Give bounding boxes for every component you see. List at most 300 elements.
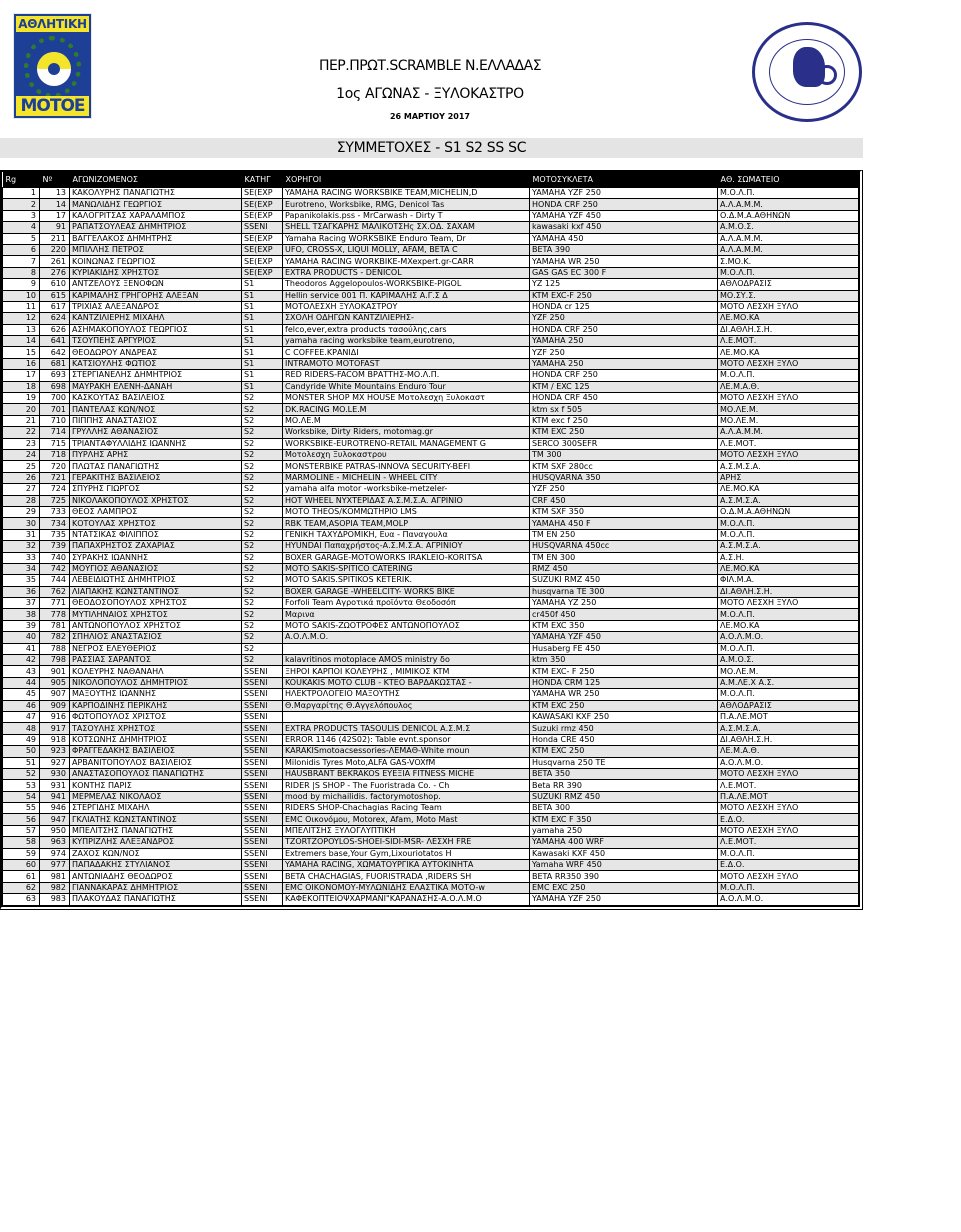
cell-club: Λ.Ε.ΜΟΤ. — [718, 780, 859, 791]
cell-sponsors: MONSTERBIKE PATRAS-INNOVA SECURITY-BEFI — [283, 461, 530, 472]
cell-rider: ΓΚΛΙΑΤΗΣ ΚΩΝΣΤΑΝΤΙΝΟΣ — [70, 814, 242, 825]
cell-number: 693 — [40, 370, 70, 381]
table-row — [3, 518, 859, 529]
cell-motorcycle: KTM SXF 350 — [530, 506, 718, 517]
cell-sponsors: BOXER GARAGE -WHEELCITY- WORKS BIKE — [283, 586, 530, 597]
cell-category: S2 — [242, 449, 283, 460]
table-row — [3, 563, 859, 574]
cell-rank: 2 — [3, 199, 40, 210]
cell-rider: ΤΡΙΑΝΤΑΦΥΛΛΙΔΗΣ ΙΩΑΝΝΗΣ — [70, 438, 242, 449]
cell-number: 626 — [40, 324, 70, 335]
cell-motorcycle: TM EN 250 — [530, 529, 718, 540]
table-row — [3, 415, 859, 426]
cell-sponsors: yamaha racing worksbike team,eurotreno, — [283, 336, 530, 347]
cell-sponsors: EXTRA PRODUCTS - DENICOL — [283, 267, 530, 278]
cell-category: SE(EXP — [242, 210, 283, 221]
cell-category: SSENI — [242, 894, 283, 905]
cell-rank: 19 — [3, 393, 40, 404]
cell-rank: 17 — [3, 370, 40, 381]
cell-rank: 3 — [3, 210, 40, 221]
cell-category: S2 — [242, 620, 283, 631]
cell-number: 963 — [40, 837, 70, 848]
cell-rank: 42 — [3, 655, 40, 666]
cell-rider: ΠΑΠΑΔΑΚΗΣ ΣΤΥΛΙΑΝΟΣ — [70, 860, 242, 871]
cell-number: 710 — [40, 415, 70, 426]
cell-club: Μ.Ο.Λ.Π. — [718, 689, 859, 700]
cell-category: SSENI — [242, 882, 283, 893]
cell-club: Μ.Ο.Λ.Π. — [718, 529, 859, 540]
moto-club-xylokastro-logo — [752, 22, 862, 122]
logo-top-text: ΑΘΛΗΤΙΚΗ — [16, 16, 89, 32]
cell-motorcycle: KTM EXC 250 — [530, 700, 718, 711]
cell-rider: ΑΣΗΜΑΚΟΠΟΥΛΟΣ ΓΕΩΡΓΙΟΣ — [70, 324, 242, 335]
event-date: 26 ΜΑΡΤΙΟΥ 2017 — [389, 112, 470, 121]
cell-motorcycle: BETA RR350 390 — [530, 871, 718, 882]
cell-club: Μ.Ο.Λ.Π. — [718, 188, 859, 199]
cell-motorcycle: TM 300 — [530, 449, 718, 460]
cell-rank: 13 — [3, 324, 40, 335]
cell-club: ΜΟΤΟ ΛΕΣΧΗ ΞΥΛΟ — [718, 449, 859, 460]
cell-category: S2 — [242, 472, 283, 483]
cell-rank: 27 — [3, 484, 40, 495]
cell-club: ΜΟΤΟ ΛΕΣΧΗ ΞΥΛΟ — [718, 358, 859, 369]
cell-motorcycle: HONDA CRF 250 — [530, 324, 718, 335]
cell-rank: 37 — [3, 598, 40, 609]
cell-sponsors: TZORTZOPOYLOS-SHOEI-SIDI-MSR- ΛΕΣΧΗ FRE — [283, 837, 530, 848]
table-row — [3, 358, 859, 369]
cell-rider: ΑΝΤΖΕΛΟΥΣ ΞΕΝΟΦΩΝ — [70, 279, 242, 290]
cell-rider: ΚΥΡΙΑΚΙΔΗΣ ΧΡΗΣΤΟΣ — [70, 267, 242, 278]
cell-category: S2 — [242, 495, 283, 506]
cell-club: Α.Λ.Α.Μ.Μ. — [718, 427, 859, 438]
cell-motorcycle: CRF 450 — [530, 495, 718, 506]
table-header-row — [3, 172, 859, 188]
cell-number: 771 — [40, 598, 70, 609]
cell-number: 947 — [40, 814, 70, 825]
cell-motorcycle: Yamaha WRF 450 — [530, 860, 718, 871]
cell-sponsors: DK.RACING MO.LE.M — [283, 404, 530, 415]
cell-motorcycle: YZF 250 — [530, 313, 718, 324]
cell-number: 17 — [40, 210, 70, 221]
cell-motorcycle: BETA 300 — [530, 803, 718, 814]
table-row — [3, 267, 859, 278]
cell-sponsors: KARAKISmotoacsessories-ΛΕΜΑΘ-White moun — [283, 746, 530, 757]
table-row — [3, 370, 859, 381]
cell-rank: 23 — [3, 438, 40, 449]
cell-club: ΜΟΤΟ ΛΕΣΧΗ ΞΥΛΟ — [718, 803, 859, 814]
cell-rank: 58 — [3, 837, 40, 848]
cell-motorcycle: SERCO 300SEFR — [530, 438, 718, 449]
entries-table — [0, 170, 863, 910]
cell-rank: 30 — [3, 518, 40, 529]
cell-rider: ΦΩΤΟΠΟΥΛΟΣ ΧΡΙΣΤΟΣ — [70, 711, 242, 722]
cell-sponsors: MARMOLINE - MICHELIN - WHEEL CITY — [283, 472, 530, 483]
cell-sponsors: EXTRA PRODUCTS TASOULIS DENICOL Α.Σ.Μ.Σ — [283, 723, 530, 734]
cell-rank: 25 — [3, 461, 40, 472]
cell-rank: 4 — [3, 222, 40, 233]
cell-rider: ΘΕΟΣ ΛΑΜΠΡΟΣ — [70, 506, 242, 517]
cell-sponsors: UFO, CROSS-X, LIQUI MOLLY, AFAM, BETA C — [283, 244, 530, 255]
cell-rank: 38 — [3, 609, 40, 620]
cell-sponsors: Forfoli Team Αγροτικά προϊόντα Θεοδοσόπ — [283, 598, 530, 609]
cell-rider: ΚΟΝΤΗΣ ΠΑΡΙΣ — [70, 780, 242, 791]
cell-category: SSENI — [242, 848, 283, 859]
cell-club: Π.Α.ΛΕ.ΜΟΤ — [718, 711, 859, 722]
cell-rank: 43 — [3, 666, 40, 677]
cell-rank: 8 — [3, 267, 40, 278]
cell-number: 14 — [40, 199, 70, 210]
cell-sponsors: Papanikolakis.pss - MrCarwash - Dirty T — [283, 210, 530, 221]
table-row — [3, 894, 859, 905]
cell-rider: ΡΑΠΑΤΣΟΥΛΕΑΣ ΔΗΜΗΤΡΙΟΣ — [70, 222, 242, 233]
cell-rank: 12 — [3, 313, 40, 324]
table-body — [3, 188, 859, 906]
cell-number: 642 — [40, 347, 70, 358]
cell-club: ΦΙΛ.Μ.Α. — [718, 575, 859, 586]
col-header-category: ΚΑΤΗΓ — [244, 175, 271, 184]
cell-rank: 36 — [3, 586, 40, 597]
cell-rank: 48 — [3, 723, 40, 734]
cell-motorcycle: YAMAHA 250 — [530, 336, 718, 347]
table-row — [3, 449, 859, 460]
cell-rider: ΓΡΥΛΛΗΣ ΑΘΑΝΑΣΙΟΣ — [70, 427, 242, 438]
recycle-arrow-icon — [37, 52, 71, 86]
cell-sponsors: Yamaha Racing WORKSBIKE Enduro Team, Dr — [283, 233, 530, 244]
cell-category: SSENI — [242, 734, 283, 745]
section-title: ΣΥΜΜΕΤΟΧΕΣ - S1 S2 SS SC — [0, 138, 863, 158]
cell-motorcycle: KAWASAKI KXF 250 — [530, 711, 718, 722]
cell-motorcycle: YAMAHA 400 WRF — [530, 837, 718, 848]
cell-rider: ΓΙΑΝΝΑΚΑΡΑΣ ΔΗΜΗΤΡΙΟΣ — [70, 882, 242, 893]
cell-motorcycle: kawasaki kxf 450 — [530, 222, 718, 233]
cell-rank: 41 — [3, 643, 40, 654]
table-row — [3, 711, 859, 722]
cell-club: Μ.Ο.Λ.Π. — [718, 882, 859, 893]
cell-rider: ΚΑΤΣΙΟΥΛΗΣ ΦΩΤΙΟΣ — [70, 358, 242, 369]
cell-sponsors: ΓΕΝΙΚΗ ΤΑΧΥΔΡΟΜΙΚΗ, Ευα - Παναγουλα — [283, 529, 530, 540]
cell-rank: 51 — [3, 757, 40, 768]
cell-motorcycle: TM EN 300 — [530, 552, 718, 563]
cell-rank: 10 — [3, 290, 40, 301]
cell-number: 950 — [40, 825, 70, 836]
cell-number: 91 — [40, 222, 70, 233]
cell-rank: 28 — [3, 495, 40, 506]
cell-motorcycle: YZF 250 — [530, 347, 718, 358]
col-header-motorcycle: ΜΟΤΟΣΥΚΛΕΤΑ — [532, 175, 593, 184]
col-header-sponsors: ΧΟΡΗΓΟΙ — [285, 175, 322, 184]
cell-category: S1 — [242, 279, 283, 290]
cell-club: ΑΡΗΣ — [718, 472, 859, 483]
cell-rider: ΑΝΑΣΤΑΣΟΠΟΥΛΟΣ ΠΑΝΑΓΙΩΤΗΣ — [70, 768, 242, 779]
cell-sponsors: MOTO SAKIS-ΖΩΟΤΡΟΦΕΣ ΑΝΤΩΝΟΠΟΥΛΟΣ — [283, 620, 530, 631]
cell-category: S2 — [242, 438, 283, 449]
cell-sponsors: Μαρινα — [283, 609, 530, 620]
cell-number: 700 — [40, 393, 70, 404]
cell-rider: ΚΑΡΙΜΑΛΗΣ ΓΡΗΓΟΡΗΣ ΑΛΕΞΑΝ — [70, 290, 242, 301]
cell-category: SSENI — [242, 837, 283, 848]
cell-rider: ΠΑΝΤΕΛΑΣ ΚΩΝ/ΝΟΣ — [70, 404, 242, 415]
cell-rider: ΜΠΙΛΛΗΣ ΠΕΤΡΟΣ — [70, 244, 242, 255]
cell-sponsors: ΜΠΕΛΙΤΣΗΣ ΞΥΛΟΓΛΥΠΤΙΚΗ — [283, 825, 530, 836]
cell-number: 982 — [40, 882, 70, 893]
cell-category: S2 — [242, 655, 283, 666]
cell-rider: ΘΕΟΔΩΡΟΥ ΑΝΔΡΕΑΣ — [70, 347, 242, 358]
cell-rank: 20 — [3, 404, 40, 415]
cell-motorcycle: ktm 350 — [530, 655, 718, 666]
table-row — [3, 461, 859, 472]
cell-sponsors: Μοτολεσχη Ξυλοκαστρου — [283, 449, 530, 460]
cell-sponsors: SHELL ΤΣΑΓΚΑΡΗΣ ΜΑΛΙΚΟΤΣΗς ΣΧ.ΟΔ. ΣΑΧΑΜ — [283, 222, 530, 233]
cell-category: S1 — [242, 347, 283, 358]
cell-club: ΑΘΛΟΔΡΑΣΙΣ — [718, 279, 859, 290]
cell-rider: ΑΡΒΑΝΙΤΟΠΟΥΛΟΣ ΒΑΣΙΛΕΙΟΣ — [70, 757, 242, 768]
cell-number: 725 — [40, 495, 70, 506]
cell-motorcycle: KTM EXC 250 — [530, 746, 718, 757]
cell-number: 211 — [40, 233, 70, 244]
cell-club: Λ.Ε.ΜΟΤ. — [718, 336, 859, 347]
table-row — [3, 689, 859, 700]
cell-number: 909 — [40, 700, 70, 711]
cell-motorcycle: YAMAHA YZF 450 — [530, 210, 718, 221]
table-row — [3, 541, 859, 552]
cell-category: SSENI — [242, 825, 283, 836]
cell-club: Λ.Ε.ΜΟΤ. — [718, 438, 859, 449]
cell-number: 983 — [40, 894, 70, 905]
cell-category: S2 — [242, 461, 283, 472]
cell-number: 931 — [40, 780, 70, 791]
table-row — [3, 210, 859, 221]
table-row — [3, 427, 859, 438]
cell-category: SE(EXP — [242, 256, 283, 267]
cell-club: ΔΙ.ΑΘΛΗ.Σ.Η. — [718, 734, 859, 745]
cell-rider: ΜΟΥΓΙΟΣ ΑΘΑΝΑΣΙΟΣ — [70, 563, 242, 574]
cell-number: 718 — [40, 449, 70, 460]
cell-category: S1 — [242, 290, 283, 301]
cell-number: 735 — [40, 529, 70, 540]
cell-category: S2 — [242, 518, 283, 529]
cell-category: SSENI — [242, 746, 283, 757]
cell-rider: ΓΕΡΑΚΙΤΗΣ ΒΑΣΙΛΕΙΟΣ — [70, 472, 242, 483]
cell-sponsors: felco,ever,extra products τασούλης,cars — [283, 324, 530, 335]
cell-motorcycle: EMC EXC 250 — [530, 882, 718, 893]
cell-category: SSENI — [242, 757, 283, 768]
cell-rider: ΝΙΚΟΛΟΠΟΥΛΟΣ ΔΗΜΗΤΡΙΟΣ — [70, 677, 242, 688]
cell-motorcycle: KTM EXC- F 250 — [530, 666, 718, 677]
cell-rank: 33 — [3, 552, 40, 563]
cell-rider: ΠΛΑΚΟΥΔΑΣ ΠΑΝΑΓΙΩΤΗΣ — [70, 894, 242, 905]
cell-sponsors: MOTO THEOS/ΚΟΜΜΩΤΗΡΙΟ LMS — [283, 506, 530, 517]
cell-number: 701 — [40, 404, 70, 415]
cell-sponsors: EMC Οικονόμου, Motorex, Afam, Moto Mast — [283, 814, 530, 825]
cell-rider: ΑΝΤΩΝΟΠΟΥΛΟΣ ΧΡΗΣΤΟΣ — [70, 620, 242, 631]
cell-club: ΛΕ.ΜΟ.ΚΑ — [718, 484, 859, 495]
cell-number: 918 — [40, 734, 70, 745]
cell-sponsors: Milonidis Tyres Moto,ALFA GAS-VOXfM — [283, 757, 530, 768]
cell-motorcycle: RMZ 450 — [530, 563, 718, 574]
cell-category: SE(EXP — [242, 244, 283, 255]
cell-rank: 53 — [3, 780, 40, 791]
table-row — [3, 666, 859, 677]
cell-rider: ΛΙΑΠΑΚΗΣ ΚΩΝΣΤΑΝΤΙΝΟΣ — [70, 586, 242, 597]
cell-sponsors: ΚΑΦΕΚΟΠΤΕΙΟΨΧΑΡΜΑΝΙ"ΚΑΡΑΝΑΣΗΣ-Α.Ο.Λ.Μ.Ο — [283, 894, 530, 905]
cell-category: SSENI — [242, 860, 283, 871]
cell-rider: ΖΑΧΟΣ ΚΩΝ/ΝΟΣ — [70, 848, 242, 859]
cell-motorcycle: YAMAHA 250 — [530, 358, 718, 369]
cell-motorcycle: YAMAHA YZ 250 — [530, 598, 718, 609]
cell-rank: 46 — [3, 700, 40, 711]
cell-club: Ε.Δ.Ο. — [718, 860, 859, 871]
cell-motorcycle: SUZUKI RMZ 450 — [530, 791, 718, 802]
cell-club: ΜΟΤΟ ΛΕΣΧΗ ΞΥΛΟ — [718, 768, 859, 779]
cell-category: S2 — [242, 586, 283, 597]
cell-rank: 14 — [3, 336, 40, 347]
cell-motorcycle: YZF 250 — [530, 484, 718, 495]
cell-club: Μ.Ο.Λ.Π. — [718, 609, 859, 620]
cell-number: 941 — [40, 791, 70, 802]
cell-club: Α.Ο.Λ.Μ.Ο. — [718, 632, 859, 643]
cell-rider: ΚΑΝΤΖΙΛΙΕΡΗΣ ΜΙΧΑΗΛ — [70, 313, 242, 324]
table-row — [3, 677, 859, 688]
cell-club: Μ.Ο.Λ.Π. — [718, 370, 859, 381]
cell-number: 715 — [40, 438, 70, 449]
table-row — [3, 347, 859, 358]
table-row — [3, 609, 859, 620]
table-row — [3, 529, 859, 540]
cell-category: SSENI — [242, 700, 283, 711]
cell-rider: ΤΣΟΥΠΕΗΣ ΑΡΓΥΡΙΟΣ — [70, 336, 242, 347]
cell-club: Π.Α.ΛΕ.ΜΟΤ — [718, 791, 859, 802]
cell-rider: ΚΥΠΡΙΖΛΗΣ ΑΛΕΞΑΝΔΡΟΣ — [70, 837, 242, 848]
cell-sponsors: mood by michailidis. factorymotoshop. — [283, 791, 530, 802]
cell-motorcycle: YAMAHA WR 250 — [530, 689, 718, 700]
cell-number: 782 — [40, 632, 70, 643]
cell-category: S2 — [242, 393, 283, 404]
cell-motorcycle: HONDA cr 125 — [530, 301, 718, 312]
cell-number: 917 — [40, 723, 70, 734]
cell-number: 739 — [40, 541, 70, 552]
cell-sponsors: YAMAHA RACING WORKSBIKE TEAM,MICHELIN,D — [283, 188, 530, 199]
cell-rider: ΣΥΡΑΚΗΣ ΙΩΑΝΝΗΣ — [70, 552, 242, 563]
cell-motorcycle: YAMAHA WR 250 — [530, 256, 718, 267]
cell-sponsors: RIDER |S SHOP - The Fuoristrada Co. - Ch — [283, 780, 530, 791]
cell-rank: 32 — [3, 541, 40, 552]
cell-category: S2 — [242, 643, 283, 654]
cell-club: ΛΕ.ΜΟ.ΚΑ — [718, 347, 859, 358]
cell-motorcycle: YZ 125 — [530, 279, 718, 290]
cell-category: SSENI — [242, 768, 283, 779]
cell-rank: 16 — [3, 358, 40, 369]
cell-rider: ΚΟΛΕΥΡΗΣ ΝΑΘΑΝΑΗΛ — [70, 666, 242, 677]
cell-rider: ΝΙΚΟΛΑΚΟΠΟΥΛΟΣ ΧΡΗΣΤΟΣ — [70, 495, 242, 506]
cell-sponsors: Eurotreno, Worksbike, RMG, Denicol Tas — [283, 199, 530, 210]
cell-motorcycle: YAMAHA 450 F — [530, 518, 718, 529]
cell-category: SSENI — [242, 780, 283, 791]
cell-rider: ΣΤΕΡΓΙΑΝΕΛΗΣ ΔΗΜΗΤΡΙΟΣ — [70, 370, 242, 381]
cell-sponsors: HOT WHEEL ΝΥΧΤΕΡΙΔΑΣ Α.Σ.Μ.Σ.Α. ΑΓΡΙΝΙΟ — [283, 495, 530, 506]
cell-rank: 47 — [3, 711, 40, 722]
cell-number: 740 — [40, 552, 70, 563]
cell-rank: 31 — [3, 529, 40, 540]
cell-rank: 60 — [3, 860, 40, 871]
cell-rider: ΚΑΚΟΛΥΡΗΣ ΠΑΝΑΓΙΩΤΗΣ — [70, 188, 242, 199]
cell-club: ΜΟ.ΣΥ.Σ. — [718, 290, 859, 301]
cell-rider: ΝΕΓΡΟΣ ΕΛΕΥΘΕΡΙΟΣ — [70, 643, 242, 654]
cell-number: 720 — [40, 461, 70, 472]
table-row — [3, 814, 859, 825]
cell-category: SSENI — [242, 871, 283, 882]
cell-number: 610 — [40, 279, 70, 290]
cell-sponsors: yamaha alfa motor -worksbike-metzeler- — [283, 484, 530, 495]
table-row — [3, 803, 859, 814]
cell-rank: 61 — [3, 871, 40, 882]
cell-club: Α.Σ.Μ.Σ.Α. — [718, 541, 859, 552]
cell-category: S2 — [242, 415, 283, 426]
cell-sponsors: KOUKAKIS MOTO CLUB - ΚΤΕΟ ΒΑΡΔΑΚΩΣΤΑΣ - — [283, 677, 530, 688]
cell-number: 641 — [40, 336, 70, 347]
cell-category: S2 — [242, 609, 283, 620]
logo-bottom-text: ΜΟΤΟΕ — [16, 96, 89, 116]
col-header-rank: Rg — [5, 175, 17, 184]
cell-rider: ΚΑΡΠΟΔΙΝΗΣ ΠΕΡΙΚΛΗΣ — [70, 700, 242, 711]
cell-rank: 62 — [3, 882, 40, 893]
cell-rider: ΠΥΡΛΗΣ ΑΡΗΣ — [70, 449, 242, 460]
table-row — [3, 393, 859, 404]
cell-club: Ο.Δ.Μ.Α.ΑΘΗΝΩΝ — [718, 210, 859, 221]
cell-sponsors: ΣΧΟΛΗ ΟΔΗΓΩΝ ΚΑΝΤΖΙΛΙΕΡΗΣ- — [283, 313, 530, 324]
cell-club: Σ.ΜΟ.Κ. — [718, 256, 859, 267]
cell-motorcycle: SUZUKI RMZ 450 — [530, 575, 718, 586]
cell-number: 901 — [40, 666, 70, 677]
cell-rank: 55 — [3, 803, 40, 814]
cell-motorcycle: KTM / EXC 125 — [530, 381, 718, 392]
cell-rider: ΘΕΟΔΟΣΟΠΟΥΛΟΣ ΧΡΗΣΤΟΣ — [70, 598, 242, 609]
table-row — [3, 301, 859, 312]
cell-rider: ΣΤΕΡΓΙΔΗΣ ΜΙΧΑΗΛ — [70, 803, 242, 814]
cell-motorcycle: KTM exc f 250 — [530, 415, 718, 426]
cell-club: Λ.Ε.ΜΟΤ. — [718, 837, 859, 848]
cell-club: ΛΕ.ΜΟ.ΚΑ — [718, 620, 859, 631]
cell-category: S1 — [242, 336, 283, 347]
cell-rider: ΚΟΤΟΥΛΑΣ ΧΡΗΣΤΟΣ — [70, 518, 242, 529]
cell-motorcycle: BETA 390 — [530, 244, 718, 255]
table-row — [3, 837, 859, 848]
cell-number: 698 — [40, 381, 70, 392]
cell-club: Α.Μ.Ο.Σ. — [718, 655, 859, 666]
table-row — [3, 199, 859, 210]
table-row — [3, 734, 859, 745]
cell-motorcycle: Beta RR 390 — [530, 780, 718, 791]
cell-sponsors: HYUNDAI Παπαχρήστος-Α.Σ.Μ.Σ.Α. ΑΓΡΙΝΙΟΥ — [283, 541, 530, 552]
cell-rider: ΚΑΛΟΓΡΙΤΣΑΣ ΧΑΡΑΛΑΜΠΟΣ — [70, 210, 242, 221]
cell-category: S2 — [242, 484, 283, 495]
cell-rider: ΠΑΠΑΧΡΗΣΤΟΣ ΖΑΧΑΡΙΑΣ — [70, 541, 242, 552]
cell-rank: 35 — [3, 575, 40, 586]
cell-motorcycle: HUSQVARNA 350 — [530, 472, 718, 483]
cell-sponsors: BOXER GARAGE-MOTOWORKS IRAKLEIO-KORITSA — [283, 552, 530, 563]
cell-club: ΜΟΤΟ ΛΕΣΧΗ ΞΥΛΟ — [718, 598, 859, 609]
cell-club: ΜΟ.ΛΕ.Μ. — [718, 415, 859, 426]
table-row — [3, 643, 859, 654]
cell-sponsors: Θ.Μαργαρίτης Θ.Αγγελόπουλος — [283, 700, 530, 711]
cell-motorcycle: HONDA CRF 450 — [530, 393, 718, 404]
cell-category: S1 — [242, 313, 283, 324]
cell-motorcycle: HONDA CRM 125 — [530, 677, 718, 688]
table-row — [3, 860, 859, 871]
cell-rank: 24 — [3, 449, 40, 460]
table-row — [3, 381, 859, 392]
cell-rank: 1 — [3, 188, 40, 199]
wheel-icon — [817, 65, 837, 85]
